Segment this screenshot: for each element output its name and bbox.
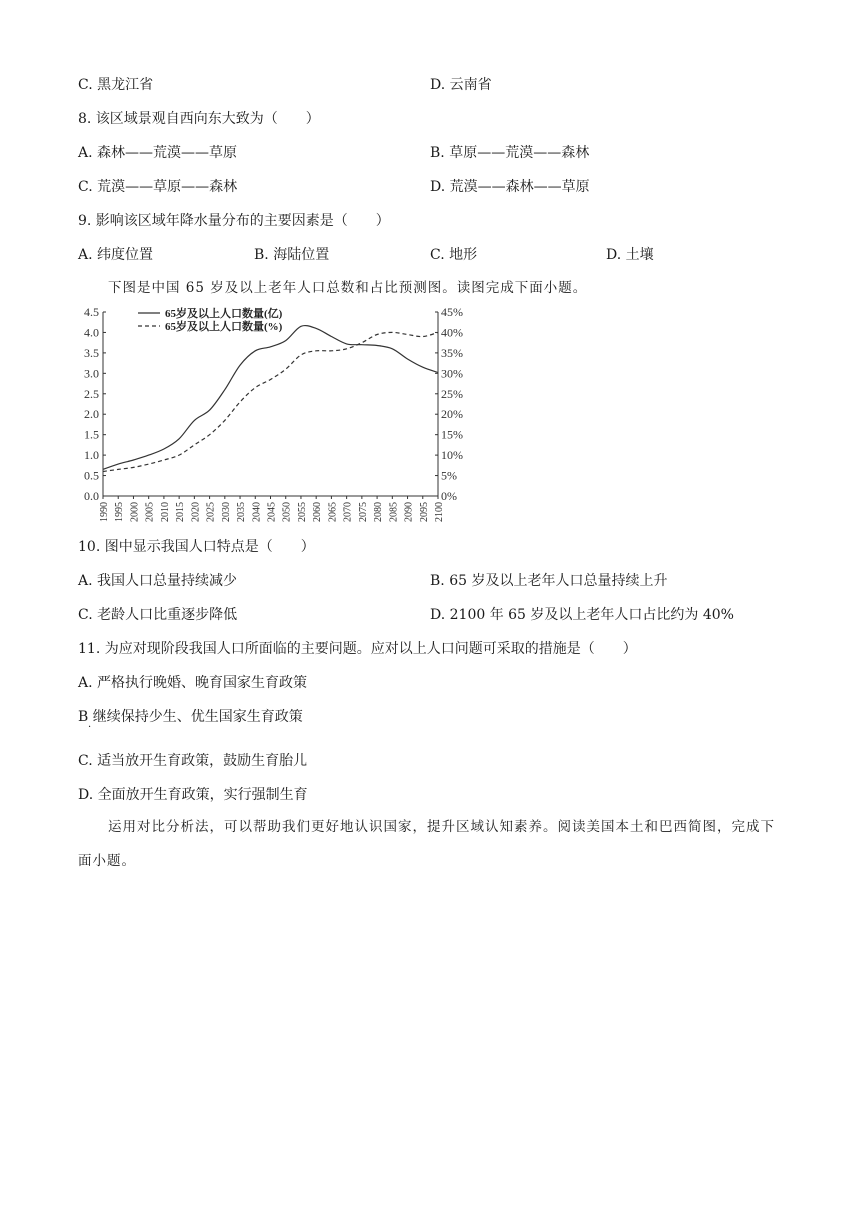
x-tick-label: 2095 bbox=[418, 502, 430, 522]
right-tick-label: 25% bbox=[441, 386, 463, 401]
left-tick-label: 2.0 bbox=[84, 407, 99, 422]
x-tick-label: 1995 bbox=[114, 502, 126, 522]
q11-stem: 11. 为应对现阶段我国人口所面临的主要问题。应对以上人口问题可采取的措施是（ ） bbox=[78, 641, 637, 657]
left-tick-label: 3.0 bbox=[84, 366, 99, 381]
x-tick-label: 2045 bbox=[266, 502, 278, 522]
x-tick-label: 2015 bbox=[175, 502, 187, 522]
q9-option-c: C. 地形 bbox=[430, 247, 478, 263]
q8-stem: 8. 该区域景观自西向东大致为（ ） bbox=[78, 111, 320, 127]
x-tick-label: 2040 bbox=[251, 502, 263, 522]
q11-option-b: B 继续保持少生、优生国家生育政策 bbox=[78, 709, 303, 725]
x-tick-label: 2020 bbox=[190, 502, 202, 522]
q7-option-c: C. 黑龙江省 bbox=[78, 77, 154, 93]
q7-option-d: D. 云南省 bbox=[430, 77, 492, 93]
q8-option-c: C. 荒漠——草原——森林 bbox=[78, 179, 238, 195]
right-tick-label: 5% bbox=[441, 468, 457, 483]
right-tick-label: 35% bbox=[441, 345, 463, 360]
right-tick-label: 20% bbox=[441, 407, 463, 422]
right-tick-label: 30% bbox=[441, 366, 463, 381]
left-tick-label: 4.0 bbox=[84, 325, 99, 340]
x-tick-label: 2100 bbox=[434, 502, 445, 522]
x-tick-label: 2055 bbox=[296, 502, 308, 522]
right-tick-label: 40% bbox=[441, 325, 463, 340]
q9-option-a: A. 纬度位置 bbox=[78, 247, 154, 263]
chart-intro: 下图是中国 65 岁及以上老年人口总数和占比预测图。读图完成下面小题。 bbox=[108, 280, 588, 296]
q10-option-c: C. 老龄人口比重逐步降低 bbox=[78, 607, 238, 623]
x-tick-label: 2050 bbox=[281, 502, 293, 522]
x-tick-label: 2090 bbox=[403, 502, 415, 522]
left-tick-label: 1.0 bbox=[84, 448, 99, 463]
x-tick-label: 2060 bbox=[312, 502, 324, 522]
legend-label: 65岁及以上人口数量(亿) bbox=[165, 308, 283, 320]
right-tick-label: 0% bbox=[441, 489, 457, 503]
q8-option-a: A. 森林——荒漠——草原 bbox=[78, 145, 238, 161]
left-tick-label: 1.5 bbox=[84, 427, 99, 442]
stray-dot: · bbox=[88, 722, 92, 733]
right-tick-label: 15% bbox=[441, 427, 463, 442]
x-tick-label: 2010 bbox=[159, 502, 171, 522]
q9-stem: 9. 影响该区域年降水量分布的主要因素是（ ） bbox=[78, 213, 390, 229]
x-tick-label: 2000 bbox=[129, 502, 141, 522]
left-tick-label: 0.5 bbox=[84, 468, 99, 483]
x-tick-label: 2035 bbox=[236, 502, 248, 522]
q10-option-b: B. 65 岁及以上老年人口总量持续上升 bbox=[430, 573, 668, 589]
q10-stem: 10. 图中显示我国人口特点是（ ） bbox=[78, 539, 315, 555]
x-tick-label: 2070 bbox=[342, 502, 354, 522]
population-chart bbox=[70, 300, 463, 532]
x-tick-label: 2005 bbox=[144, 502, 156, 522]
q9-option-b: B. 海陆位置 bbox=[254, 247, 330, 263]
q11-option-d: D. 全面放开生育政策，实行强制生育 bbox=[78, 787, 308, 803]
q11-option-c: C. 适当放开生育政策，鼓励生育胎儿 bbox=[78, 753, 308, 769]
x-tick-label: 1990 bbox=[99, 502, 110, 522]
q10-option-d: D. 2100 年 65 岁及以上老年人口占比约为 40% bbox=[430, 607, 734, 623]
q11-option-a: A. 严格执行晚婚、晚育国家生育政策 bbox=[78, 675, 308, 691]
series-line-count bbox=[103, 326, 438, 470]
x-tick-label: 2025 bbox=[205, 502, 217, 522]
x-tick-label: 2030 bbox=[220, 502, 232, 522]
x-tick-label: 2075 bbox=[357, 502, 369, 522]
right-tick-label: 45% bbox=[441, 305, 463, 319]
right-tick-label: 10% bbox=[441, 448, 463, 463]
left-tick-label: 0.0 bbox=[84, 489, 99, 503]
next-section-intro: 运用对比分析法，可以帮助我们更好地认识国家，提升区域认知素养。阅读美国本土和巴西简图，完成下面小题。 bbox=[78, 819, 775, 869]
x-tick-label: 2080 bbox=[373, 502, 385, 522]
legend-label: 65岁及以上人口数量(%) bbox=[165, 321, 283, 333]
q8-option-b: B. 草原——荒漠——森林 bbox=[430, 145, 590, 161]
population-chart-svg bbox=[70, 300, 463, 532]
q10-option-a: A. 我国人口总量持续减少 bbox=[78, 573, 238, 589]
left-tick-label: 2.5 bbox=[84, 386, 99, 401]
q9-option-d: D. 土壤 bbox=[606, 247, 654, 263]
x-tick-label: 2065 bbox=[327, 502, 339, 522]
series-line-percent bbox=[103, 332, 438, 471]
q8-option-d: D. 荒漠——森林——草原 bbox=[430, 179, 590, 195]
x-tick-label: 2085 bbox=[388, 502, 400, 522]
left-tick-label: 3.5 bbox=[84, 345, 99, 360]
left-tick-label: 4.5 bbox=[84, 305, 99, 319]
